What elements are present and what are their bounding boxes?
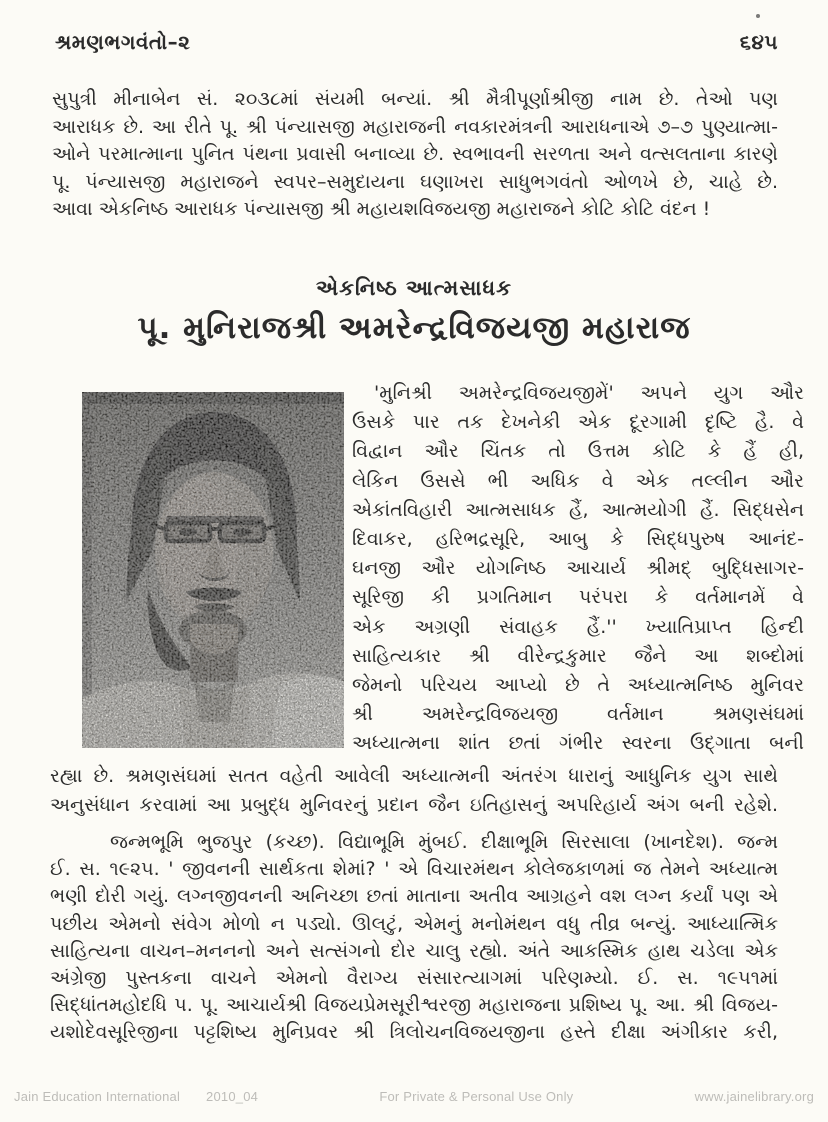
page-footer — [14, 1089, 814, 1104]
intro-paragraph — [52, 86, 778, 224]
text-line: દિવાકર, હરિભદ્રસૂરિ, આબુ કે સિદ્ધપુરુષ આનંદ- — [352, 528, 804, 551]
text-line: એકાંતવિહારી આત્મસાધક હૈં, આત્મયોગી હૈં. સિદ્ધસેન — [352, 498, 804, 521]
text-line: જેમનો પરિચય આપ્યો છે તે અધ્યાત્મનિષ્ઠ મુનિવર — [352, 674, 804, 697]
footer-usage-note: For Private & Personal Use Only — [379, 1089, 574, 1104]
text-line: ભણી દોરી ગયું. લગ્નજીવનની અનિચ્છા છતાં માતાના અતીવ આગ્રહને વશ લગ્ન કર્યાં પણ એ — [50, 885, 778, 908]
text-line: રહ્યા છે. શ્રમણસંઘમાં સતત વહેતી આવેલી અધ્યાત્મની અંતરંગ ધારાનું આધુનિક યુગ સાથે — [50, 765, 778, 787]
text-line: આરાધક છે. આ રીતે પૂ. શ્રી પંન્યાસજી મહારાજની નવકારમંત્રની આરાધનાએ ૭–૭ પુણ્યાત્મા- — [52, 115, 778, 138]
footer-code: 2010_04 — [206, 1089, 259, 1104]
text-line: 'મુનિશ્રી અમરેન્દ્રવિજયજીમેં' અપને યુગ ઔર — [374, 382, 804, 404]
text-line: યશોદેવસૂરિજીના પટ્ટશિષ્ય મુનિપ્રવર શ્રી ત્રિલોચનવિજયજીના હસ્તે દીક્ષા અંગીકાર કરી, — [50, 1021, 778, 1044]
text-line: અધ્યાત્મના શાંત છતાં ગંભીર સ્વરના ઉદ્ગાતા બની — [352, 732, 804, 755]
scan-speck — [756, 14, 760, 18]
text-line: લેકિન ઉસસે ભી અધિક વે એક તલ્લીન ઔર — [352, 469, 804, 492]
text-line: આવા એકનિષ્ઠ આરાધક પંન્યાસજી શ્રી મહાયશવિજયજી મહારાજને કોટિ કોટિ વંદન ! — [52, 198, 711, 221]
text-line: એક અગ્રણી સંવાહક હૈં.'' ખ્યાતિપ્રાપ્ત હિન્દી — [352, 615, 804, 638]
text-line: વિદ્વાન ઔર ચિંતક તો ઉત્તમ કોટિ કે હૈં હી, — [352, 440, 804, 463]
text-line: સૂરિજી કી પ્રગતિમાન પરંપરા કે વર્તમાનમેં વે — [352, 586, 804, 609]
text-line: પછીય એમનો સંવેગ મોળો ન પડ્યો. ઊલટું, એમનું મનોમંથન વધુ તીવ્ર બન્યું. આધ્યાત્મિક — [50, 912, 778, 935]
text-line: સિદ્ધાંતમહોદધિ પ. પૂ. આચાર્યશ્રી વિજયપ્રેમસૂરીશ્વરજી મહારાજના પ્રશિષ્ય પૂ. આ. શ્રી વિજય- — [50, 994, 778, 1017]
text-line: શ્રી અમરેન્દ્રવિજયજી વર્તમાન શ્રમણસંઘમાં — [352, 703, 804, 726]
text-line: જન્મભૂમિ ભુજપુર (કચ્છ). વિદ્યાભૂમિ મુંબઈ. દીક્ષાભૂમિ સિરસાલા (ખાનદેશ). જન્મ — [110, 831, 778, 853]
section-title: પૂ. મુનિરાજશ્રી અમરેન્દ્રવિજયજી મહારાજ — [137, 310, 691, 346]
bio-full-width — [50, 762, 778, 819]
portrait-photo — [82, 392, 344, 748]
page-header — [55, 30, 778, 54]
text-line: ઘનજી ઔર યોગનિષ્ઠ આચાર્ય શ્રીમદ્ બુદ્ધિસાગર- — [352, 557, 804, 580]
page-number: ૬૪૫ — [739, 30, 778, 54]
section-subtitle: એકનિષ્ઠ આત્મસાધક — [316, 276, 512, 300]
text-line: ઓને પરમાત્માના પુનિત પંથના પ્રવાસી બનાવ્યા છે. સ્વભાવની સરળતા અને વત્સલતાના કારણે — [52, 143, 778, 166]
portrait-photo-illustration — [82, 392, 344, 748]
text-line: ઉસકે પાર તક દેખનેકી એક દૂરગામી દૃષ્ટિ હૈ. વે — [352, 411, 804, 434]
life-paragraph — [50, 829, 778, 1047]
text-line: સુપુત્રી મીનાબેન સં. ૨૦૩૮માં સંયમી બન્યાં. શ્રી મૈત્રીપૂર્ણાશ્રીજી નામ છે. તેઓ પણ — [52, 88, 778, 110]
text-line: અનુસંધાન કરવામાં આ પ્રબુદ્ધ મુનિવરનું પ્રદાન જૈન ઇતિહાસનું અપરિહાર્ય અંગ બની રહેશે. — [50, 793, 778, 816]
text-line: પૂ. પંન્યાસજી મહારાજને સ્વપર–સમુદાયના ઘણાખરા સાધુભગવંતો ઓળખે છે, ચાહે છે. — [52, 170, 778, 193]
text-line: અંગ્રેજી પુસ્તકના વાચને એમનો વૈરાગ્ય સંસારત્યાગમાં પરિણમ્યો. ઈ. સ. ૧૯૫૧માં — [50, 967, 778, 990]
text-line: સાહિત્યના વાચન–મનનનો અને સત્સંગનો દોર ચાલુ રહ્યો. અંતે આકસ્મિક હાથ ચડેલા એક — [50, 939, 778, 962]
running-title: શ્રમણભગવંતો–૨ — [55, 30, 191, 54]
text-line: ઈ. સ. ૧૯૨૫. ' જીવનની સાર્થકતા શેમાં? ' એ વિચારમંથન કોલેજકાળમાં જ તેમને અધ્યાત્મ — [50, 858, 778, 881]
bio-right-column — [352, 379, 804, 759]
footer-publisher: Jain Education International — [14, 1089, 181, 1104]
footer-left — [14, 1089, 258, 1104]
text-line: સાહિત્યકાર શ્રી વીરેન્દ્રકુમાર જૈને આ શબ્દોમાં — [352, 644, 804, 667]
footer-website: www.jainelibrary.org — [694, 1089, 814, 1104]
